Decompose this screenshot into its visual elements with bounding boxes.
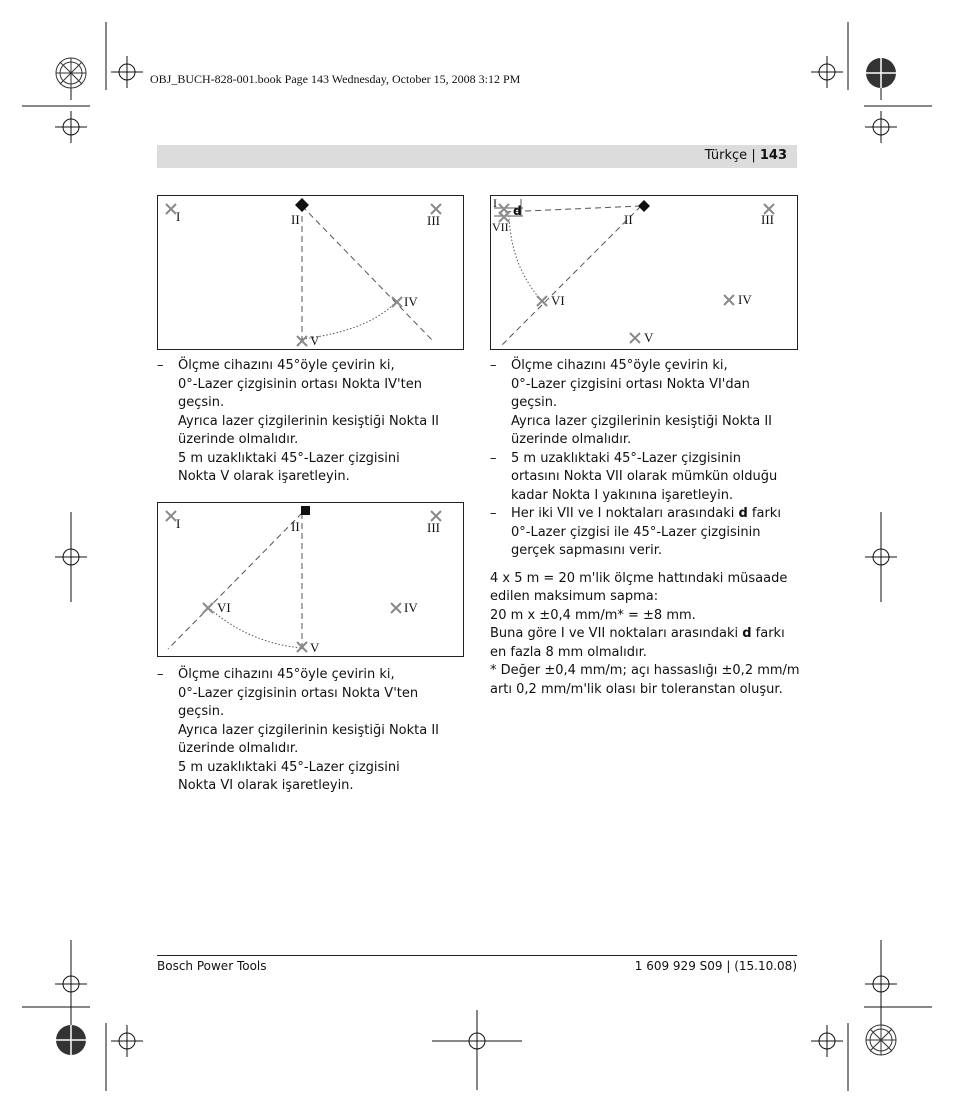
text-run: farkı [747, 506, 781, 521]
text-line: 0°-Lazer çizgisi ile 45°-Lazer çizgisinin [511, 524, 761, 540]
text-line: 4 x 5 m = 20 m'lik ölçme hattındaki müsaade [490, 570, 788, 586]
text-run: Buna göre I ve VII noktaları arasındaki [490, 626, 743, 641]
list-item [490, 357, 796, 450]
text-line: 0°-Lazer çizgisinin ortası Nokta IV'ten [178, 376, 422, 392]
text-line: geçsin. [178, 704, 225, 719]
label-V: V [644, 330, 654, 345]
label-I: I [176, 516, 181, 531]
diagram-step-2 [157, 502, 464, 657]
running-header [157, 145, 797, 168]
text-line: Nokta VI olarak işaretleyin. [178, 778, 354, 793]
text-line: 5 m uzaklıktaki 45°-Lazer çizgisini [178, 759, 400, 775]
label-VI: VI [551, 293, 565, 308]
label-II: II [291, 519, 300, 534]
text-line: Nokta V olarak işaretleyin. [178, 469, 350, 484]
text-line: Ölçme cihazını 45°öyle çevirin ki, [178, 358, 395, 373]
text-line: üzerinde olmalıdır. [178, 432, 299, 447]
text-line: * Değer ±0,4 mm/m; açı hassaslığı ±0,2 mm/m [490, 663, 800, 678]
label-II: II [291, 212, 300, 227]
text-line: 5 m uzaklıktaki 45°-Lazer çizgisini [178, 450, 400, 466]
text-line: geçsin. [178, 395, 225, 410]
list-item [157, 357, 462, 487]
label-I: I [176, 209, 181, 224]
label-V: V [310, 640, 320, 655]
text-line: edilen maksimum sapma: [490, 589, 659, 604]
text-run: Her iki VII ve I noktaları arasındaki [511, 506, 739, 521]
label-III: III [427, 213, 440, 228]
text-line: Ayrıca lazer çizgilerinin kesiştiği Nokta II [511, 413, 773, 429]
text-line: ortasını Nokta VII olarak mümkün olduğu [511, 469, 778, 484]
paragraph-footnote [490, 662, 800, 699]
text-line: üzerinde olmalıdır. [178, 741, 299, 756]
list-dash: – [490, 450, 497, 466]
label-I: I [493, 196, 497, 210]
label-VI: VI [217, 600, 231, 615]
text-line: geçsin. [511, 395, 558, 410]
text-line: 5 m uzaklıktaki 45°-Lazer çizgisinin [511, 450, 742, 466]
text-line: gerçek sapmasını verir. [511, 543, 663, 558]
label-IV: IV [404, 600, 418, 615]
text-line: 0°-Lazer çizgisinin ortası Nokta V'ten [178, 685, 419, 701]
label-III: III [427, 520, 440, 535]
bold-d: d [742, 626, 752, 641]
list-item [490, 450, 796, 506]
label-V: V [310, 333, 320, 348]
footer-brand: Bosch Power Tools [157, 959, 267, 973]
text-line: artı 0,2 mm/m'lik olası bir toleranstan oluşur. [490, 681, 783, 697]
text-line: üzerinde olmalıdır. [511, 432, 632, 447]
diagram-2-lines [158, 503, 463, 656]
text-line: Ölçme cihazını 45°öyle çevirin ki, [178, 667, 395, 682]
diagram-step-1 [157, 195, 464, 350]
text-line: Ölçme cihazını 45°öyle çevirin ki, [511, 358, 728, 373]
label-II: II [624, 212, 633, 227]
diagram-3-lines [491, 196, 797, 349]
list-item [490, 505, 796, 561]
label-IV: IV [404, 294, 418, 309]
instruction-step-1 [157, 357, 462, 487]
header-separator: | [751, 148, 756, 163]
text-line [490, 625, 796, 644]
text-line: kadar Nokta I yakınına işaretleyin. [511, 487, 734, 503]
instruction-step-2 [157, 666, 462, 796]
text-line: 20 m x ±0,4 mm/m* = ±8 mm. [490, 607, 696, 623]
text-run: farkı [751, 626, 785, 641]
list-dash: – [490, 506, 497, 521]
header-text [705, 148, 787, 163]
diagram-step-3 [490, 195, 798, 350]
list-dash: – [490, 358, 497, 373]
text-line: 0°-Lazer çizgisini ortası Nokta VI'dan [511, 376, 750, 392]
list-item [157, 666, 462, 796]
header-language: Türkçe [704, 148, 748, 163]
label-IV: IV [738, 292, 752, 307]
label-III: III [761, 212, 774, 227]
list-dash: – [157, 358, 164, 373]
paragraph-deviation [490, 570, 796, 626]
footer-doc-number: 1 609 929 S09 | (15.10.08) [634, 959, 797, 973]
paragraph-result [490, 625, 796, 662]
text-line: Ayrıca lazer çizgilerinin kesiştiği Nokta II [178, 722, 440, 738]
text-line: en fazla 8 mm olmalıdır. [490, 644, 647, 660]
label-VII: VII [492, 220, 509, 234]
text-line [511, 505, 796, 524]
page-number: 143 [759, 148, 787, 163]
footer-rule [157, 955, 797, 956]
book-slug: OBJ_BUCH-828-001.book Page 143 Wednesday, October 15, 2008 3:12 PM [150, 72, 521, 86]
list-dash: – [157, 667, 164, 682]
text-line: Ayrıca lazer çizgilerinin kesiştiği Nokta II [178, 413, 440, 429]
bold-d: d [738, 506, 748, 521]
instruction-right-column [490, 357, 800, 699]
label-d: d [513, 204, 522, 218]
diagram-1-lines [158, 196, 463, 349]
